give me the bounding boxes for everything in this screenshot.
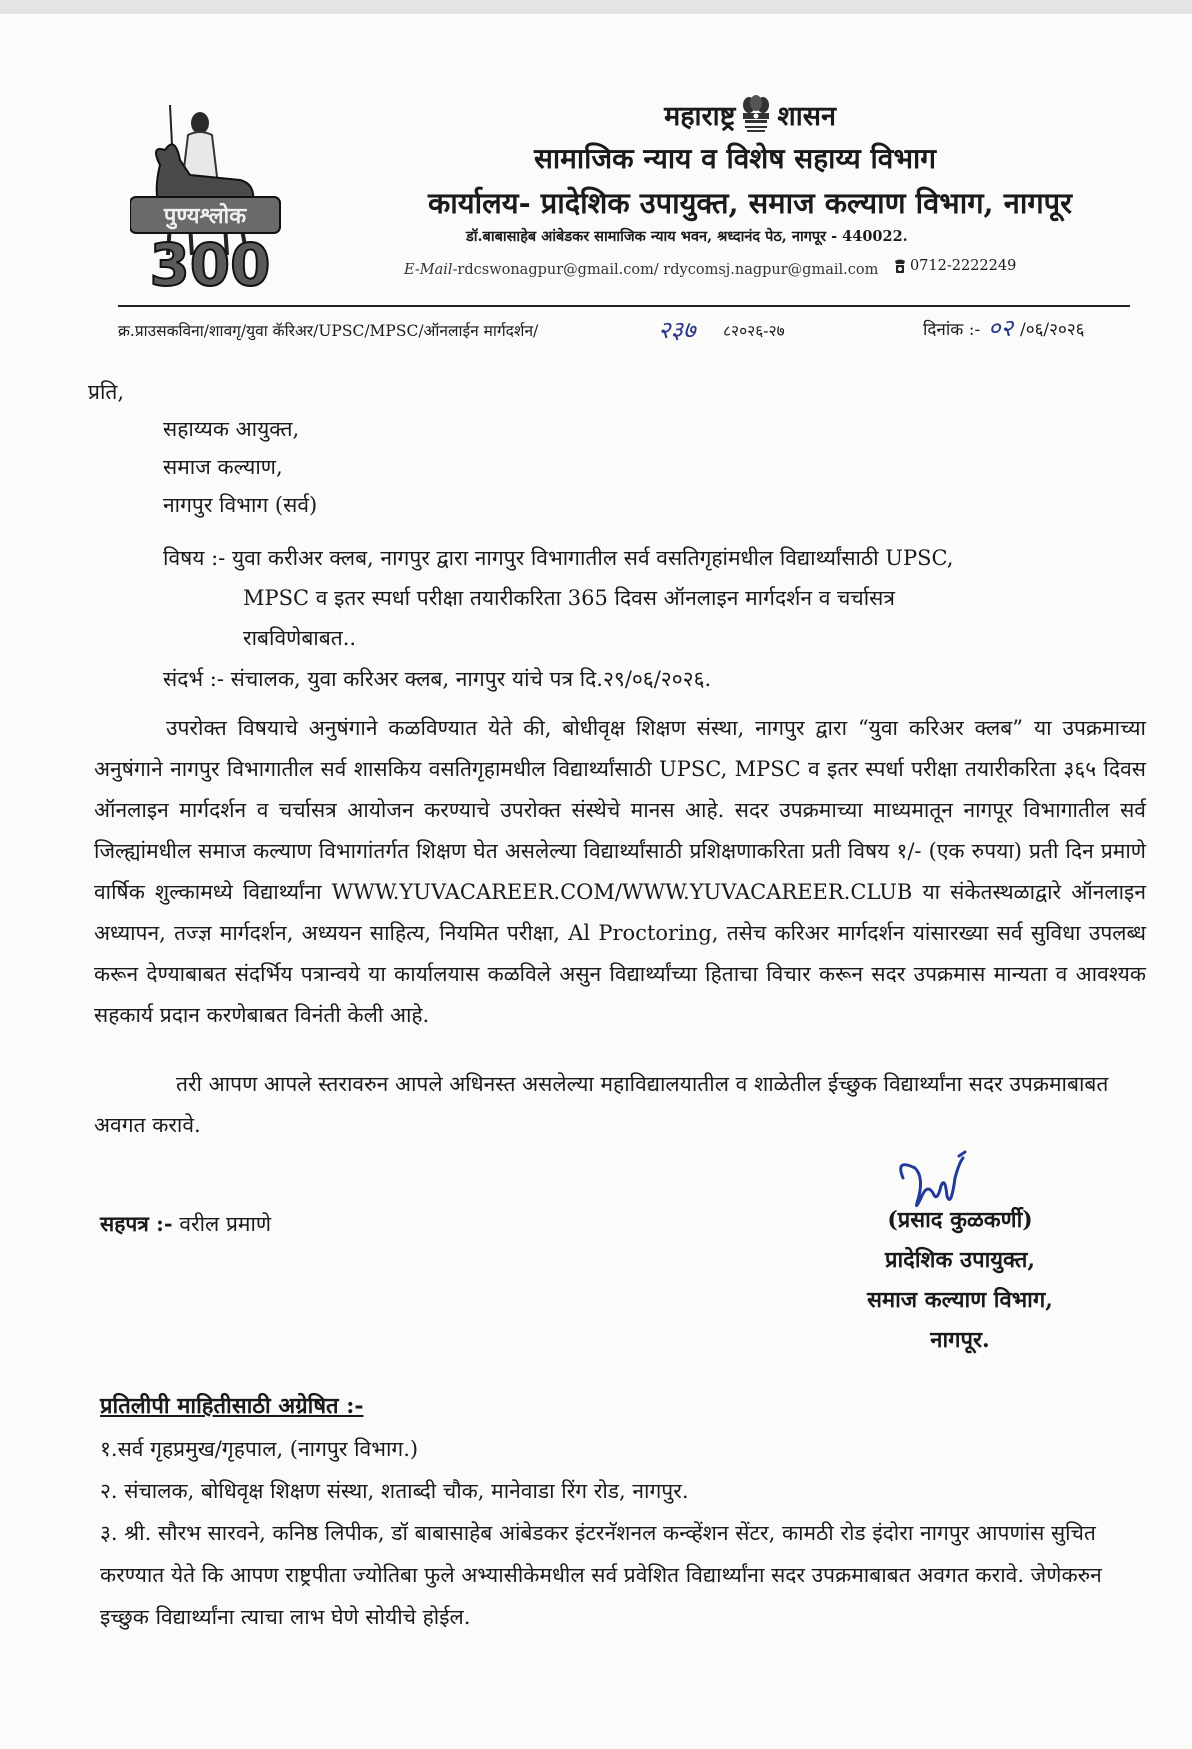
signatory-designation: प्रादेशिक उपायुक्त, [884, 1247, 1036, 1273]
copy-to-item: १.सर्व गृहप्रमुख/गृहपाल, (नागपुर विभाग.) [100, 1437, 419, 1461]
reference-line [118, 315, 1130, 347]
scan-top-shade [0, 0, 1192, 14]
signatory-name: (प्रसाद कुळकर्णी) [887, 1207, 1033, 1233]
body-paragraph-1: उपरोक्त विषयाचे अनुषंगाने कळविण्यात येते की, बोधीवृक्ष शिक्षण संस्था, नागपुर द्वारा “युवा करिअर क्लब” या उपक्रमाच्या अनुषंगाने नागपुर विभागातील सर्व शासकिय वसतिगृहामधील विद्यार्थ्यांसाठी UPSC, MPSC व इतर स्पर्धा परीक्षा तयारीकरिता ३६५ दिवस ऑनलाइन मार्गदर्शन व चर्चासत्र आयोजन करण्याचे उपरोक्त संस्थेचे मानस आहे. सदर उपक्रमाच्या माध्यमातून नागपूर विभागातील सर्व जिल्ह्यांमधील समाज कल्याण विभागांतर्गत शिक्षण घेत असलेल्या विद्यार्थ्यांसाठी प्रशिक्षणाकरिता प्रती विषय १/- (एक रुपया) प्रती दिन प्रमाणे वार्षिक शुल्कामध्ये विद्यार्थ्यांना WWW.YUVACAREER.COM/WWW.YUVACAREER.CLUB या संकेतस्थळाद्वारे ऑनलाइन अध्यापन, तज्ज्ञ मार्गदर्शन, अध्ययन साहित्य, नियमित परीक्षा, Al Proctoring, तसेच करिअर मार्गदर्शन यांसारख्या सर्व सुविधा उपलब्ध करून देण्याबाबत संदर्भिय पत्रान्वये या कार्यालयास कळविले असुन विद्यार्थ्यांच्या हिताचा विचार करून सदर उपक्रमास मान्यता व आवश्यक सहकार्य प्रदान करणेबाबत विनंती केली आहे. [94, 716, 1146, 1027]
reference-number: क्र.प्राउसकविना/शावगृ/युवा कॅरिअर/UPSC/MPSC/ऑनलाईन मार्गदर्शन/ [118, 322, 539, 340]
enclosure-line [100, 1210, 271, 1238]
recipient-address [163, 410, 317, 524]
letterhead-department: सामाजिक न्याय व विशेष सहाय्य विभाग [533, 142, 937, 175]
phone-number: 0712-2222249 [909, 258, 1017, 274]
email-addresses: rdcswonagpur@gmail.com/ rdycomsj.nagpur@gmail.com [457, 262, 879, 278]
email-label: E-Mail- [404, 262, 458, 278]
recipient-line: समाज कल्याण, [163, 455, 283, 479]
letterhead-line1 [370, 95, 1130, 133]
signatory-block [830, 1200, 1090, 1360]
prati-label: प्रति, [88, 380, 125, 404]
signatory-city: नागपूर. [930, 1327, 990, 1353]
recipient-line: नागपुर विभाग (सर्व) [163, 493, 318, 517]
header-divider [118, 305, 1130, 307]
handwritten-date-day: ०२ [988, 314, 1013, 342]
letterhead-office: कार्यालय- प्रादेशिक उपायुक्त, समाज कल्याण विभाग, नागपूर [427, 186, 1072, 220]
letterhead-maharashtra: महाराष्ट्र [664, 100, 736, 132]
punyashlok-300-logo [130, 105, 310, 335]
handwritten-outward-number: २३७ [658, 316, 696, 344]
subject-block [163, 538, 1123, 658]
reference-citation: संदर्भ :- संचालक, युवा करिअर क्लब, नागपुर यांचे पत्र दि.२९/०६/२०२६. [163, 667, 712, 691]
recipient-line: सहाय्यक आयुक्त, [163, 417, 300, 441]
subject-line: MPSC व इतर स्पर्धा परीक्षा तयारीकरिता 365 दिवस ऑनलाइन मार्गदर्शन व चर्चासत्र [243, 586, 895, 610]
letterhead-shasan: शासन [777, 100, 836, 132]
enclosure-label: सहपत्र :- [100, 1211, 173, 1236]
phone-contact [893, 258, 1016, 274]
body-paragraph-2: तरी आपण आपले स्तरावरुन आपले अधिनस्त असलेल्या महाविद्यालयातील व शाळेतील ईच्छुक विद्यार्थ्यांना सदर उपक्रमाबाबत अवगत करावे. [94, 1072, 1109, 1137]
copy-to-item: २. संचालक, बोधिवृक्ष शिक्षण संस्था, शताब्दी चौक, मानेवाडा रिंग रोड, नागपुर. [100, 1479, 689, 1503]
logo-number: 300 [149, 231, 271, 299]
logo-text: पुण्यश्लोक [163, 204, 247, 229]
letterhead-contact [404, 258, 1016, 278]
subject-line: राबविणेबाबत.. [243, 626, 357, 650]
copy-to-item: ३. श्री. सौरभ सारवने, कनिष्ठ लिपीक, डॉ बाबासाहेब आंबेडकर इंटरनॅशनल कन्व्हेंशन सेंटर, कामठी रोड इंदोरा नागपुर आपणांस सुचित करण्यात येते कि आपण राष्ट्रपीता ज्योतिबा फुले अभ्यासीकेमधील सर्व प्रवेशित विद्यार्थ्यांना सदर उपक्रमाबाबत अवगत करावे. जेणेकरुन इच्छुक विद्यार्थ्यांना त्याचा लाभ घेणे सोयीचे होईल. [100, 1521, 1102, 1629]
copy-to-heading: प्रतिलीपी माहितीसाठी अग्रेषित :- [100, 1393, 364, 1419]
subject-line: विषय :- युवा करीअर क्लब, नागपुर द्वारा नागपुर विभागातील सर्व वसतिगृहांमधील विद्यार्थ्यांसाठी UPSC, [163, 546, 954, 570]
letterhead-address: डॉ.बाबासाहेब आंबेडकर सामाजिक न्याय भवन, श्रध्दानंद पेठ, नागपूर - 440022. [466, 228, 908, 245]
telephone-icon [893, 258, 907, 274]
enclosure-value: वरील प्रमाणे [179, 1212, 272, 1236]
letterhead [370, 95, 1130, 222]
reference-year: ८२०२६-२७ [723, 322, 785, 340]
copy-to-list [100, 1428, 1150, 1638]
ashoka-emblem-icon [739, 95, 773, 133]
date-month-year: /०६/२०२६ [1020, 320, 1085, 340]
signatory-department: समाज कल्याण विभाग, [867, 1287, 1053, 1313]
date-label: दिनांक :- [923, 320, 981, 340]
